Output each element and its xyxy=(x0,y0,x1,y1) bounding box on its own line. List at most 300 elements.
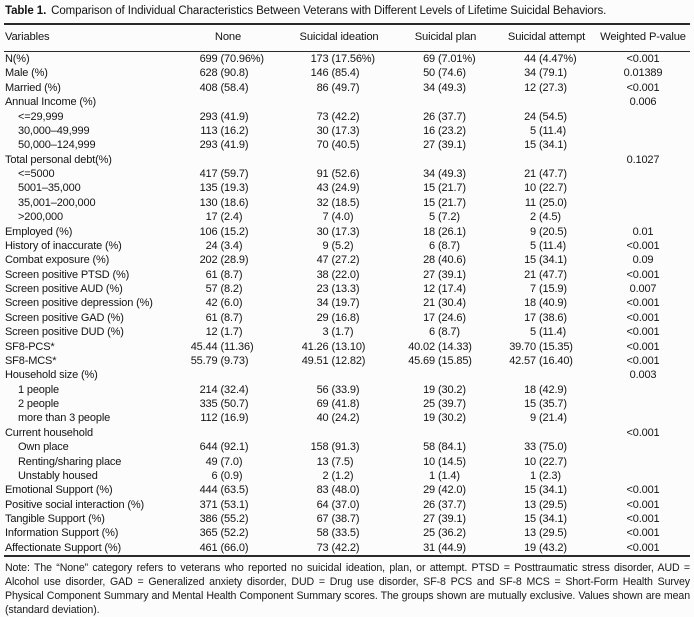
cell-value xyxy=(172,426,284,440)
cell-count: 6 xyxy=(429,239,435,252)
cell-count: 202 xyxy=(199,254,218,267)
cell-value xyxy=(497,153,596,167)
cell-value xyxy=(172,483,284,497)
cell-count: 17 xyxy=(205,211,218,224)
cell-percent: (14.5) xyxy=(438,455,466,468)
cell-percent: (15.35) xyxy=(539,340,573,353)
cell-value xyxy=(394,411,497,425)
cell-percent: (0.9) xyxy=(220,469,243,482)
cell-percent: (17.4) xyxy=(438,283,466,295)
cell-count: 293 xyxy=(199,139,218,152)
cell-percent: (16.40) xyxy=(539,354,573,367)
cell-value xyxy=(284,483,394,497)
table-caption-text: Comparison of Individual Characteristics Between Veterans with Different Levels of Lifetime Suicidal Behaviors. xyxy=(51,5,607,17)
table-row xyxy=(4,383,690,397)
table-row xyxy=(4,411,690,425)
cell-value xyxy=(497,95,596,109)
cell-count: 18 xyxy=(423,225,435,238)
cell-count: 40.02 xyxy=(408,340,435,353)
cell-count: 41.26 xyxy=(301,340,329,353)
cell-value xyxy=(284,95,394,109)
row-label: Screen positive GAD (%) xyxy=(5,311,124,324)
cell-percent: (15.85) xyxy=(438,354,472,367)
table-row xyxy=(4,354,690,368)
cell-pvalue: <0.001 xyxy=(626,81,660,94)
cell-percent: (28.9) xyxy=(220,254,249,267)
cell-value xyxy=(284,498,394,512)
cell-value xyxy=(172,440,284,454)
cell-count: 15 xyxy=(524,398,536,410)
col-header-variables: Variables xyxy=(4,24,172,52)
cell-count: 135 xyxy=(199,182,218,195)
cell-pvalue xyxy=(596,440,690,454)
cell-pvalue: <0.001 xyxy=(626,498,660,511)
cell-count: 86 xyxy=(316,81,329,94)
cell-count: 69 xyxy=(423,53,435,65)
cell-pvalue xyxy=(596,196,690,210)
cell-count: 29 xyxy=(423,484,435,497)
cell-value xyxy=(497,225,596,239)
cell-count: 39.70 xyxy=(509,340,536,353)
cell-count: 5 xyxy=(530,239,536,252)
cell-value xyxy=(394,325,497,339)
table-row xyxy=(4,426,690,440)
table-row xyxy=(4,397,690,411)
cell-percent: (38.7) xyxy=(331,513,360,525)
cell-value xyxy=(497,354,596,368)
cell-pvalue: <0.001 xyxy=(626,541,660,554)
cell-count: 173 xyxy=(310,53,329,65)
cell-pvalue xyxy=(596,469,690,483)
cell-value xyxy=(284,512,394,526)
table-caption xyxy=(4,3,690,23)
cell-value xyxy=(497,440,596,454)
cell-value xyxy=(172,239,284,253)
table-row xyxy=(4,268,690,282)
cell-percent: (63.5) xyxy=(220,484,249,497)
cell-value xyxy=(394,512,497,526)
cell-percent: (14.33) xyxy=(438,340,472,353)
cell-value xyxy=(172,325,284,339)
cell-count: 44 xyxy=(524,53,536,65)
cell-pvalue: 0.09 xyxy=(632,254,654,267)
cell-percent: (16.9) xyxy=(220,412,249,425)
cell-value xyxy=(394,268,497,282)
cell-pvalue xyxy=(596,181,690,195)
cell-count: 26 xyxy=(423,110,435,123)
cell-value xyxy=(284,110,394,124)
table-row xyxy=(4,196,690,210)
cell-count: 34 xyxy=(316,297,329,310)
cell-value xyxy=(172,411,284,425)
cell-percent: (3.4) xyxy=(220,239,243,252)
table-row xyxy=(4,167,690,181)
cell-count: 386 xyxy=(199,513,218,525)
cell-value xyxy=(497,469,596,483)
cell-value xyxy=(172,383,284,397)
cell-percent: (13.10) xyxy=(331,340,366,353)
cell-value xyxy=(172,110,284,124)
cell-percent: (40.5) xyxy=(331,139,360,152)
cell-value xyxy=(284,411,394,425)
cell-percent: (41.9) xyxy=(220,110,249,123)
cell-count: 69 xyxy=(316,398,329,410)
cell-percent: (9.73) xyxy=(220,354,249,367)
cell-count: 30 xyxy=(316,124,329,137)
cell-value xyxy=(172,124,284,138)
row-label: 30,000–49,999 xyxy=(18,124,90,137)
cell-percent: (27.2) xyxy=(331,254,360,267)
row-label: Current household xyxy=(5,426,93,439)
cell-percent: (22.7) xyxy=(539,455,567,468)
cell-value xyxy=(497,167,596,181)
cell-count: 1 xyxy=(530,469,536,482)
cell-value xyxy=(172,296,284,310)
cell-value xyxy=(394,354,497,368)
cell-count: 13 xyxy=(524,527,536,540)
cell-count: 408 xyxy=(199,81,218,94)
cell-count: 17 xyxy=(423,311,435,324)
cell-value xyxy=(172,225,284,239)
cell-value xyxy=(497,340,596,354)
cell-percent: (34.1) xyxy=(539,513,567,525)
cell-count: 15 xyxy=(524,513,536,525)
cell-value xyxy=(497,239,596,253)
cell-count: 6 xyxy=(211,469,218,482)
cell-count: 34 xyxy=(423,168,435,180)
cell-percent: (75.0) xyxy=(539,441,567,454)
cell-count: 15 xyxy=(524,139,536,152)
cell-percent: (41.8) xyxy=(331,398,360,410)
cell-value xyxy=(497,541,596,556)
cell-value xyxy=(394,455,497,469)
cell-value xyxy=(497,210,596,224)
cell-count: 58 xyxy=(423,441,435,454)
cell-count: 21 xyxy=(524,168,536,180)
row-label: 50,000–124,999 xyxy=(18,139,96,152)
cell-percent: (35.7) xyxy=(539,398,567,410)
table-row xyxy=(4,483,690,497)
cell-value xyxy=(497,498,596,512)
cell-value xyxy=(284,81,394,95)
cell-count: 12 xyxy=(423,283,435,295)
cell-percent: (49.3) xyxy=(438,168,466,180)
cell-percent: (4.0) xyxy=(331,211,354,224)
cell-value xyxy=(394,196,497,210)
cell-value xyxy=(394,95,497,109)
cell-count: 371 xyxy=(199,498,218,511)
cell-percent: (42.0) xyxy=(438,484,466,497)
cell-value xyxy=(497,110,596,124)
cell-pvalue xyxy=(596,138,690,152)
cell-count: 461 xyxy=(199,541,218,554)
cell-percent: (23.2) xyxy=(438,124,466,137)
cell-value xyxy=(394,153,497,167)
cell-count: 21 xyxy=(524,268,536,281)
cell-count: 27 xyxy=(423,513,435,525)
cell-percent: (21.7) xyxy=(438,182,466,195)
cell-value xyxy=(172,153,284,167)
cell-pvalue: 0.01 xyxy=(632,225,654,238)
cell-pvalue: <0.001 xyxy=(626,326,660,339)
row-label: 1 people xyxy=(18,383,60,396)
cell-pvalue xyxy=(596,210,690,224)
row-label: Employed (%) xyxy=(5,225,73,238)
cell-value xyxy=(284,253,394,267)
cell-percent: (7.01%) xyxy=(438,53,476,65)
row-label: <=5000 xyxy=(18,168,55,180)
cell-count: 73 xyxy=(316,541,329,554)
cell-count: 1 xyxy=(429,469,435,482)
cell-count: 55.79 xyxy=(190,354,218,367)
cell-count: 15 xyxy=(524,254,536,267)
cell-percent: (24.6) xyxy=(438,311,466,324)
cell-count: 9 xyxy=(530,225,536,238)
cell-count: 43 xyxy=(316,182,329,195)
cell-value xyxy=(394,483,497,497)
row-label: <=29,999 xyxy=(18,110,64,123)
cell-percent: (33.9) xyxy=(331,383,360,396)
cell-value xyxy=(284,66,394,80)
table-row xyxy=(4,498,690,512)
cell-percent: (42.9) xyxy=(539,383,567,396)
table-row xyxy=(4,124,690,138)
cell-value xyxy=(284,469,394,483)
cell-value xyxy=(284,52,394,67)
cell-pvalue xyxy=(596,110,690,124)
cell-count: 7 xyxy=(322,211,329,224)
cell-percent: (54.5) xyxy=(539,110,567,123)
cell-percent: (1.7) xyxy=(220,326,243,339)
cell-percent: (19.3) xyxy=(220,182,249,195)
cell-value xyxy=(284,397,394,411)
cell-count: 45.44 xyxy=(190,340,218,353)
cell-value xyxy=(394,368,497,382)
table-row xyxy=(4,153,690,167)
cell-pvalue xyxy=(596,124,690,138)
cell-pvalue: <0.001 xyxy=(626,311,660,324)
cell-value xyxy=(284,340,394,354)
table-row xyxy=(4,296,690,310)
cell-value xyxy=(394,526,497,540)
cell-count: 7 xyxy=(530,283,536,295)
cell-value xyxy=(284,196,394,210)
row-label: Combat exposure (%) xyxy=(5,254,110,267)
cell-value xyxy=(394,383,497,397)
cell-count: 26 xyxy=(423,498,435,511)
cell-value xyxy=(172,95,284,109)
cell-percent: (29.5) xyxy=(539,527,567,540)
cell-percent: (55.2) xyxy=(220,513,249,525)
cell-count: 365 xyxy=(199,527,218,540)
cell-value xyxy=(497,268,596,282)
table-row xyxy=(4,95,690,109)
cell-count: 19 xyxy=(524,541,536,554)
cell-percent: (66.0) xyxy=(220,541,249,554)
cell-percent: (40.9) xyxy=(539,297,567,310)
table-row xyxy=(4,181,690,195)
cell-value xyxy=(284,455,394,469)
cell-value xyxy=(284,282,394,296)
cell-count: 699 xyxy=(199,53,218,65)
row-label: Total personal debt(%) xyxy=(5,153,112,166)
cell-count: 34 xyxy=(423,81,435,94)
cell-value xyxy=(497,181,596,195)
cell-count: 214 xyxy=(199,383,218,396)
cell-count: 9 xyxy=(322,239,329,252)
cell-count: 15 xyxy=(423,196,435,209)
cell-percent: (16.2) xyxy=(220,124,249,137)
cell-value xyxy=(394,210,497,224)
row-label: Married (%) xyxy=(5,81,61,94)
cell-percent: (84.1) xyxy=(438,441,466,454)
cell-percent: (43.2) xyxy=(539,541,567,554)
table-note: Note: The “None” category refers to veterans who reported no suicidal ideation, plan, or attempt. PTSD = Posttraumatic stress disorder, AUD = Alcohol use disorder, GAD = Generalized anxiety disorder, DUD = Drug use disorder, SF-8 PCS and SF-8 MCS = Short-Form Health Survey Physical Component Summary and Mental Health Component Summary scores. The groups shown are mutually exclusive. Values shown are mean (standard deviation). xyxy=(5,562,690,616)
cell-percent: (53.1) xyxy=(220,498,249,511)
cell-value xyxy=(497,282,596,296)
table-row xyxy=(4,325,690,339)
cell-percent: (6.0) xyxy=(220,297,243,310)
cell-percent: (7.0) xyxy=(220,455,243,468)
cell-percent: (34.1) xyxy=(539,254,567,267)
cell-value xyxy=(284,167,394,181)
cell-value xyxy=(394,426,497,440)
row-label: Information Support (%) xyxy=(5,527,119,540)
cell-count: 2 xyxy=(322,469,329,482)
cell-percent: (18.5) xyxy=(331,196,360,209)
cell-pvalue: 0.007 xyxy=(629,283,657,295)
cell-percent: (22.7) xyxy=(539,182,567,195)
cell-percent: (30.4) xyxy=(438,297,466,310)
cell-value xyxy=(172,81,284,95)
row-label: 2 people xyxy=(18,398,60,410)
cell-percent: (36.2) xyxy=(438,527,466,540)
cell-value xyxy=(284,325,394,339)
cell-percent: (4.47%) xyxy=(539,53,577,65)
cell-pvalue xyxy=(596,397,690,411)
cell-count: 73 xyxy=(316,110,329,123)
col-header-suicidal-ideation: Suicidal ideation xyxy=(284,24,394,52)
cell-percent: (79.1) xyxy=(539,67,567,80)
row-label: Male (%) xyxy=(5,67,48,80)
cell-value xyxy=(394,239,497,253)
cell-percent: (42.2) xyxy=(331,541,360,554)
cell-value xyxy=(497,325,596,339)
cell-percent: (8.7) xyxy=(438,326,460,339)
table-number: Table 1. xyxy=(5,5,47,17)
cell-percent: (85.4) xyxy=(331,67,360,80)
cell-value xyxy=(172,181,284,195)
cell-percent: (17.3) xyxy=(331,124,360,137)
table-row xyxy=(4,512,690,526)
cell-percent: (34.1) xyxy=(539,484,567,497)
cell-count: 42 xyxy=(205,297,218,310)
row-label: >200,000 xyxy=(18,211,63,224)
cell-percent: (30.2) xyxy=(438,383,466,396)
cell-percent: (12.82) xyxy=(331,354,366,367)
cell-value xyxy=(284,239,394,253)
cell-value xyxy=(172,354,284,368)
cell-count: 61 xyxy=(205,268,218,281)
cell-percent: (58.4) xyxy=(220,81,249,94)
table-row xyxy=(4,210,690,224)
cell-count: 42.57 xyxy=(509,354,536,367)
cell-value xyxy=(172,498,284,512)
cell-percent: (27.3) xyxy=(539,81,567,94)
row-label: Tangible Support (%) xyxy=(5,513,105,525)
cell-percent: (30.2) xyxy=(438,412,466,425)
cell-value xyxy=(497,512,596,526)
cell-percent: (52.6) xyxy=(331,168,360,180)
cell-percent: (47.7) xyxy=(539,268,567,281)
row-label: SF8-PCS* xyxy=(5,340,55,353)
cell-value xyxy=(172,469,284,483)
row-label: 35,001–200,000 xyxy=(18,196,96,209)
cell-count: 34 xyxy=(524,67,536,80)
cell-percent: (15.9) xyxy=(539,283,567,295)
cell-pvalue xyxy=(596,411,690,425)
cell-value xyxy=(284,181,394,195)
cell-percent: (34.1) xyxy=(539,139,567,152)
cell-count: 10 xyxy=(423,455,435,468)
cell-pvalue: <0.001 xyxy=(626,354,660,367)
cell-percent: (17.56%) xyxy=(331,53,375,65)
cell-value xyxy=(497,383,596,397)
cell-pvalue: 0.1027 xyxy=(626,153,660,166)
cell-pvalue: <0.001 xyxy=(626,268,660,281)
cell-count: 24 xyxy=(205,239,218,252)
cell-value xyxy=(172,167,284,181)
cell-percent: (1.4) xyxy=(438,469,460,482)
row-label: Emotional Support (%) xyxy=(5,484,113,497)
table-row xyxy=(4,541,690,556)
cell-percent: (8.7) xyxy=(220,268,243,281)
cell-pvalue: <0.001 xyxy=(626,426,660,439)
cell-value xyxy=(284,225,394,239)
cell-value xyxy=(497,124,596,138)
cell-percent: (90.8) xyxy=(220,67,249,80)
cell-value xyxy=(172,138,284,152)
cell-count: 45.69 xyxy=(408,354,435,367)
cell-value xyxy=(172,253,284,267)
cell-pvalue xyxy=(596,455,690,469)
cell-value xyxy=(284,426,394,440)
cell-percent: (1.2) xyxy=(331,469,354,482)
cell-value xyxy=(284,210,394,224)
row-label: Screen positive depression (%) xyxy=(5,297,153,310)
row-label: more than 3 people xyxy=(18,412,111,425)
row-label: SF8-MCS* xyxy=(5,354,57,367)
row-label: History of inaccurate (%) xyxy=(5,239,122,252)
cell-count: 16 xyxy=(423,124,435,137)
cell-percent: (16.8) xyxy=(331,311,360,324)
cell-count: 293 xyxy=(199,110,218,123)
table-body xyxy=(4,52,690,557)
cell-percent: (32.4) xyxy=(220,383,249,396)
cell-percent: (52.2) xyxy=(220,527,249,540)
row-label: Screen positive PTSD (%) xyxy=(5,268,130,281)
cell-count: 56 xyxy=(316,383,329,396)
cell-percent: (39.1) xyxy=(438,139,466,152)
row-label: Screen positive DUD (%) xyxy=(5,326,124,339)
cell-value xyxy=(394,66,497,80)
cell-count: 335 xyxy=(199,398,218,410)
cell-count: 417 xyxy=(199,168,218,180)
cell-percent: (25.0) xyxy=(539,196,567,209)
cell-percent: (42.2) xyxy=(331,110,360,123)
row-label: Annual Income (%) xyxy=(5,96,96,109)
cell-value xyxy=(394,110,497,124)
